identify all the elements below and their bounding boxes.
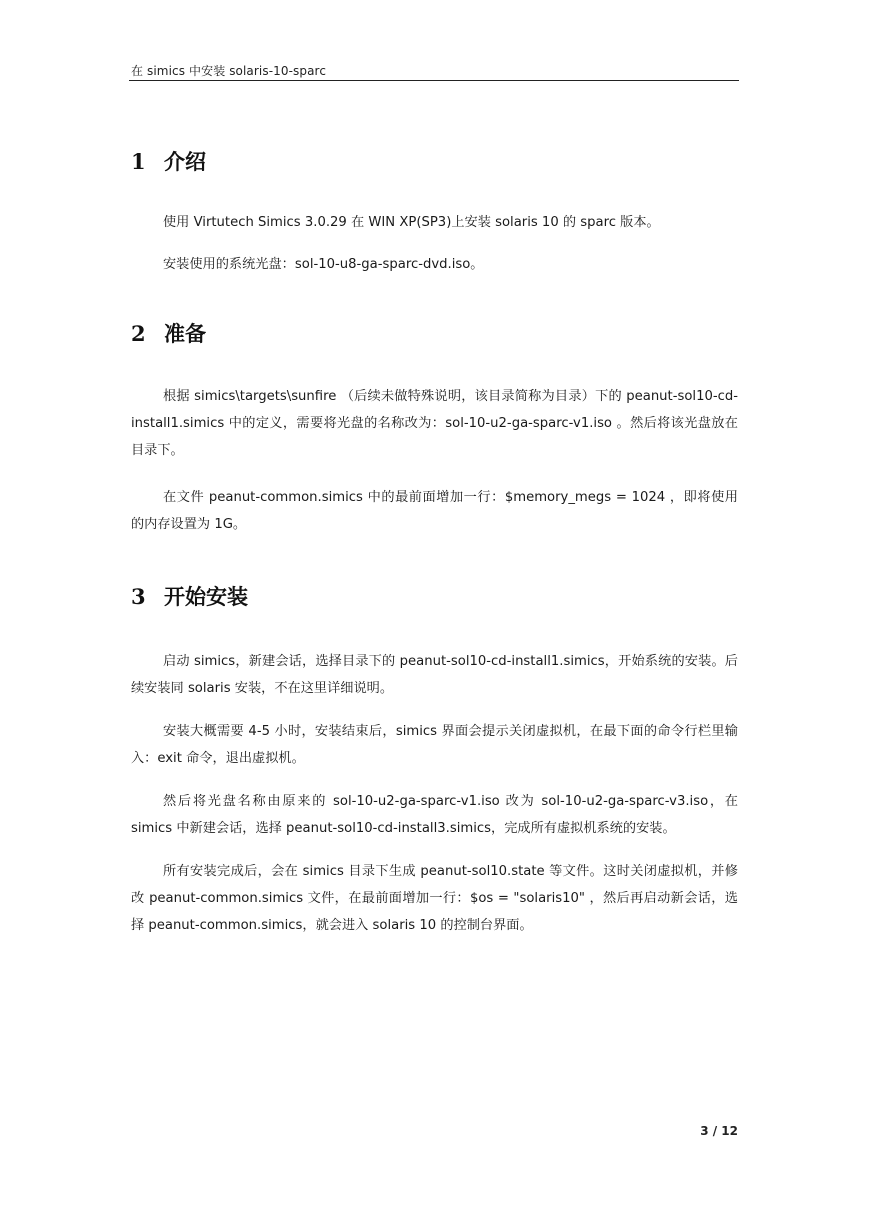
page-number: 3 / 12 — [700, 1124, 738, 1138]
paragraph: 使用 Virtutech Simics 3.0.29 在 WIN XP(SP3)上安装 solaris 10 的 sparc 版本。 — [163, 215, 660, 230]
paragraph: 启动 simics，新建会话，选择目录下的 peanut-sol10-cd-install1.simics，开始系统的安装。后续安装同 solaris 安装，不在这里详细说明。 — [131, 654, 738, 696]
paragraph: 安装大概需要 4-5 小时，安装结束后，simics 界面会提示关闭虚拟机，在最下面的命令行栏里输入：exit 命令，退出虚拟机。 — [131, 724, 738, 766]
section-number: 2 — [131, 321, 146, 346]
section-title: 开始安装 — [164, 584, 248, 609]
section-heading-introduction — [131, 146, 206, 176]
running-header: 在 simics 中安装 solaris-10-sparc — [131, 64, 327, 78]
paragraph: 然后将光盘名称由原来的 sol-10-u2-ga-sparc-v1.iso 改为 sol-10-u2-ga-sparc-v3.iso，在 simics 中新建会话，选择 peanut-sol10-cd-install3.simics，完成所有虚拟机系统的安装。 — [131, 794, 738, 836]
section-number: 3 — [131, 584, 146, 609]
paragraph: 所有安装完成后，会在 simics 目录下生成 peanut-sol10.state 等文件。这时关闭虚拟机，并修改 peanut-common.simics 文件，在最前面增加一行：$os = "solaris10" ，然后再启动新会话，选择 peanut-common.simics，就会进入 solaris 10 的控制台界面。 — [131, 864, 738, 933]
section-title: 介绍 — [164, 149, 206, 174]
section-heading-installation — [131, 581, 248, 611]
paragraph: 根据 simics\targets\sunfire （后续未做特殊说明，该目录简称为目录）下的 peanut-sol10-cd-install1.simics 中的定义，需要将光盘的名称改为：sol-10-u2-ga-sparc-v1.iso 。然后将该光盘放在目录下。 — [131, 389, 738, 458]
paragraph: 安装使用的系统光盘：sol-10-u8-ga-sparc-dvd.iso。 — [163, 257, 484, 272]
section-heading-preparation — [131, 318, 206, 348]
header-divider — [129, 80, 739, 81]
section-title: 准备 — [164, 321, 206, 346]
section-number: 1 — [131, 149, 146, 174]
paragraph: 在文件 peanut-common.simics 中的最前面增加一行：$memory_megs = 1024 ，即将使用的内存设置为 1G。 — [131, 490, 738, 532]
